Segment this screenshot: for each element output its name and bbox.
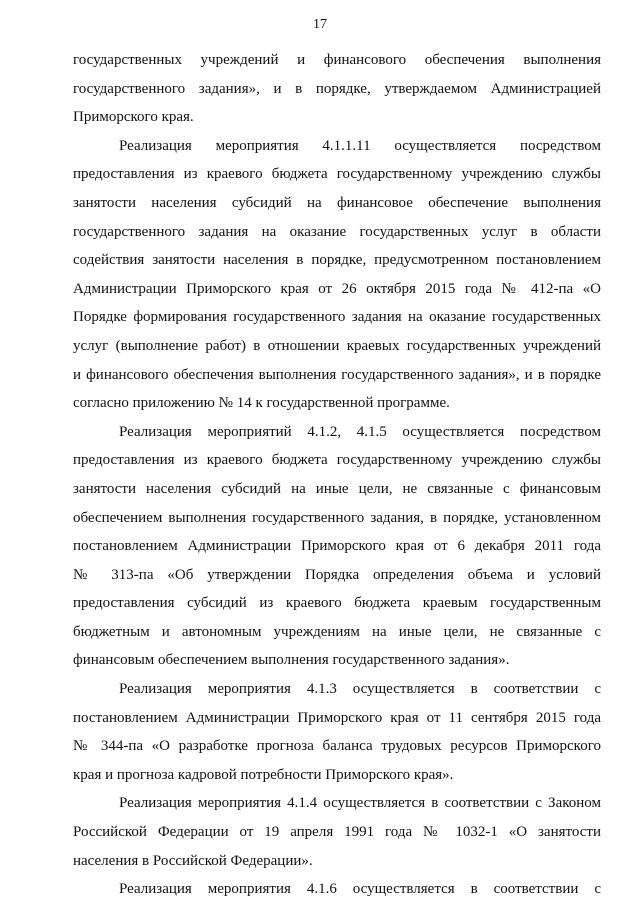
page-number: 17: [313, 17, 327, 32]
paragraph-line: Российской Федерации от 19 апреля 1991 года № 1032-1 «О занятости: [73, 824, 601, 841]
paragraph: [73, 875, 601, 904]
paragraph-line: края и прогноза кадровой потребности Приморского края».: [73, 766, 454, 783]
paragraph-line: финансовым обеспечением выполнения государственного задания».: [73, 652, 510, 669]
paragraph-line: и финансового обеспечения выполнения государственного задания», и в порядке: [73, 366, 601, 383]
paragraph-line: занятости населения субсидий на иные цели, не связанные с финансовым: [73, 480, 601, 497]
paragraph-line: постановлением Администрации Приморского края от 6 декабря 2011 года: [73, 538, 601, 555]
paragraph-line: предоставления из краевого бюджета государственному учреждению службы: [73, 166, 601, 183]
paragraph: [73, 789, 601, 875]
paragraph-line: Реализация мероприятия 4.1.3 осуществляется в соответствии с: [119, 681, 601, 698]
paragraph-line: Администрации Приморского края от 26 октября 2015 года № 412-па «О: [73, 280, 601, 297]
paragraph-line: государственного задания на оказание государственных услуг в области: [73, 223, 601, 240]
paragraph-line: постановлением Администрации Приморского края от 11 сентября 2015 года: [73, 709, 601, 726]
paragraph-line: Реализация мероприятия 4.1.6 осуществляется в соответствии с: [119, 881, 601, 898]
paragraph-line: предоставления из краевого бюджета государственному учреждению службы: [73, 452, 601, 469]
paragraph-line: Реализация мероприятия 4.1.1.11 осуществляется посредством: [119, 137, 601, 154]
paragraph-line: Приморского края.: [73, 109, 194, 126]
paragraph: [73, 675, 601, 789]
paragraph-line: государственных учреждений и финансового обеспечения выполнения: [73, 52, 601, 68]
paragraph-line: предоставления субсидий из краевого бюджета краевым государственным: [73, 595, 601, 612]
paragraph-line: согласно приложению № 14 к государственной программе.: [73, 395, 450, 412]
paragraph-line: № 344-па «О разработке прогноза баланса трудовых ресурсов Приморского: [73, 738, 601, 755]
paragraph: [73, 418, 601, 675]
paragraph-line: обеспечением выполнения государственного задания, в порядке, установленном: [73, 509, 601, 526]
paragraph: [73, 132, 601, 418]
paragraph-line: содействия занятости населения в порядке, предусмотренном постановлением: [73, 252, 601, 269]
paragraph-line: Реализация мероприятий 4.1.2, 4.1.5 осуществляется посредством: [119, 423, 601, 440]
paragraph-line: населения в Российской Федерации».: [73, 852, 313, 869]
paragraph-line: № 313-па «Об утверждении Порядка определения объема и условий: [73, 566, 601, 583]
paragraph-line: бюджетным и автономным учреждениям на иные цели, не связанные с: [73, 623, 601, 640]
paragraph: [73, 46, 601, 132]
paragraph-line: занятости населения субсидий на финансовое обеспечение выполнения: [73, 194, 601, 211]
paragraph-line: услуг (выполнение работ) в отношении краевых государственных учреждений: [73, 337, 601, 354]
paragraph-line: Реализация мероприятия 4.1.4 осуществляется в соответствии с Законом: [119, 795, 601, 812]
document-body: [73, 46, 601, 904]
paragraph-line: государственного задания», и в порядке, утверждаемом Администрацией: [73, 80, 601, 97]
paragraph-line: Порядке формирования государственного задания на оказание государственных: [73, 309, 601, 326]
